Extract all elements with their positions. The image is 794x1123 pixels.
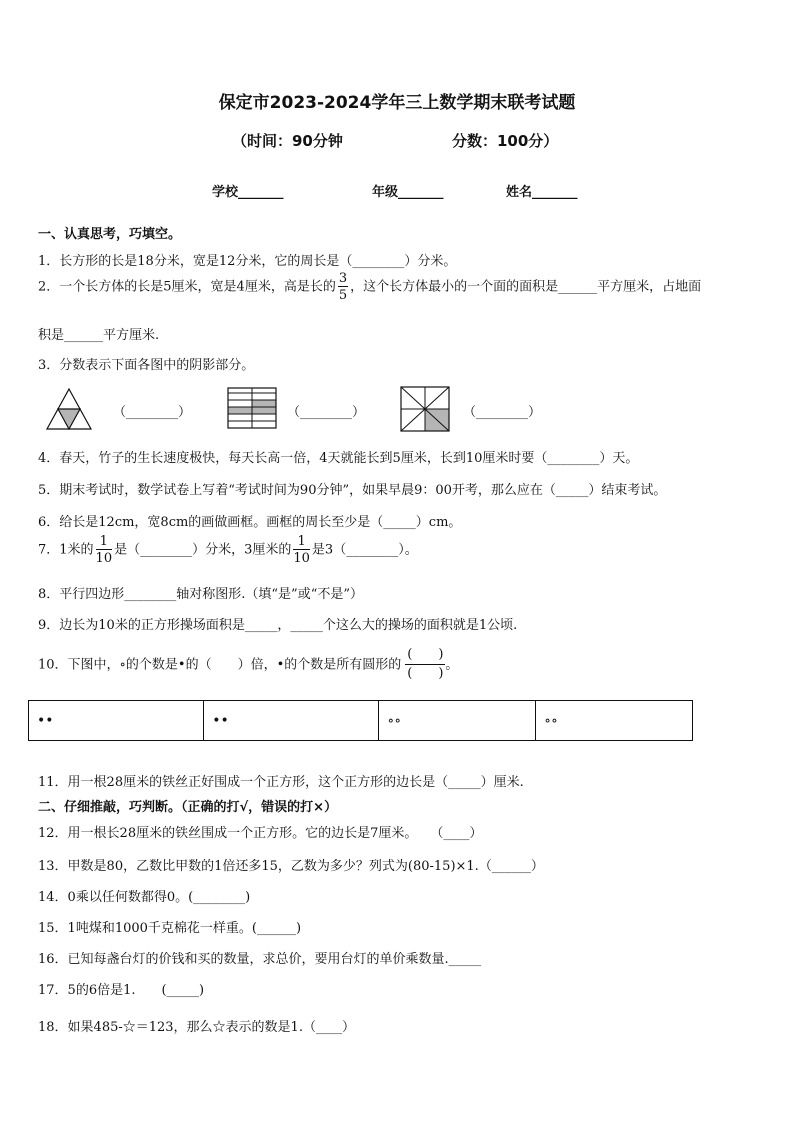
- fraction-denominator: 5: [338, 288, 348, 303]
- question-10-text-a: 10．下图中，∘的个数是•的（ ）倍，•的个数是所有圆形的: [38, 657, 402, 673]
- question-4: 4．春天，竹子的生长速度极快，每天长高一倍，4天就能长到5厘米，长到10厘米时要（________）天。: [38, 451, 639, 466]
- fraction-1-10: [293, 535, 310, 565]
- fraction-denominator: 10: [293, 551, 310, 566]
- question-8: 8．平行四边形________轴对称图形.（填“是”或“不是”）: [38, 587, 363, 602]
- question-2-continued: 积是______平方厘米.: [38, 328, 160, 343]
- question-2-text-a: 2．一个长方体的长是5厘米，宽是4厘米，高是长的: [38, 279, 336, 295]
- question-7: [38, 535, 418, 565]
- figure-2-blank: （________）: [287, 405, 366, 420]
- question-12: 12．用一根长28厘米的铁丝围成一个正方形。它的边长是7厘米。 （____）: [38, 826, 483, 841]
- question-10: [38, 648, 458, 682]
- grade-field: 年级_______: [372, 185, 444, 200]
- blank-denominator: ( ): [407, 666, 444, 682]
- blank-fraction: [405, 648, 445, 682]
- question-6: 6．给长是12cm，宽8cm的画做画框。画框的周长至少是（_____）cm。: [38, 515, 462, 530]
- question-1: 1．长方形的长是18分米，宽是12分米，它的周长是（________）分米。: [38, 254, 457, 269]
- question-13: 13．甲数是80，乙数比甲数的1倍还多15，乙数为多少？列式为(80-15)×1.（______）: [38, 859, 544, 874]
- triangle-figure: [45, 387, 93, 431]
- grid-shade-left: [228, 407, 252, 414]
- table-cell: ••: [29, 701, 204, 741]
- question-17: 17．5的6倍是1. (_____): [38, 983, 205, 998]
- question-2: [38, 272, 701, 302]
- figure-1-blank: （________）: [113, 405, 192, 420]
- question-11: 11．用一根28厘米的铁丝正好围成一个正方形，这个正方形的边长是（_____）厘米.: [38, 775, 524, 790]
- question-14: 14．0乘以任何数都得0。(________): [38, 890, 251, 905]
- fraction-numerator: 1: [96, 535, 113, 550]
- question-7-text-a: 7．1米的: [38, 542, 94, 558]
- fraction-3-5: [338, 272, 348, 302]
- dot-table: [28, 700, 693, 741]
- question-7-text-c: 是3（________）。: [311, 542, 418, 558]
- fraction-numerator: 1: [293, 535, 310, 550]
- question-2-text-b: ，这个长方体最小的一个面的面积是______平方厘米，占地面: [350, 279, 702, 295]
- fraction-1-10: [96, 535, 113, 565]
- fraction-denominator: 10: [95, 551, 113, 566]
- grid-figure: [226, 386, 278, 430]
- figure-3-blank: （________）: [463, 405, 542, 420]
- question-7-text-b: 是（________）分米，3厘米的: [114, 542, 292, 558]
- page-title: 保定市2023-2024学年三上数学期末联考试题: [218, 93, 576, 113]
- blank-numerator: ( ): [405, 648, 445, 665]
- square-figure: [399, 385, 451, 433]
- section-2-heading: 二、仔细推敲，巧判断。（正确的打√，错误的打×）: [38, 800, 338, 815]
- question-5: 5．期末考试时，数学试卷上写着“考试时间为90分钟”，如果早晨9：00开考，那么应在（_____）结束考试。: [38, 483, 667, 498]
- section-1-heading: 一、认真思考，巧填空。: [38, 227, 182, 242]
- question-10-text-b: 。: [445, 657, 459, 673]
- exam-score: 分数：100分）: [452, 132, 559, 150]
- table-cell: ••: [204, 701, 379, 741]
- question-9: 9．边长为10米的正方形操场面积是_____，_____个这么大的操场的面积就是1公顷.: [38, 618, 518, 633]
- exam-time: （时间：90分钟: [232, 132, 343, 150]
- question-16: 16．已知每盏台灯的价钱和买的数量，求总价，要用台灯的单价乘数量._____: [38, 952, 482, 967]
- question-18: 18．如果485-☆＝123，那么☆表示的数是1.（____）: [38, 1020, 355, 1035]
- name-field: 姓名_______: [506, 185, 578, 200]
- question-15: 15．1吨煤和1000千克棉花一样重。(______): [38, 921, 302, 936]
- fraction-numerator: 3: [338, 271, 348, 286]
- school-field: 学校_______: [212, 185, 284, 200]
- table-cell: ∘∘: [536, 701, 693, 741]
- question-3: 3．分数表示下面各图中的阴影部分。: [38, 358, 255, 373]
- table-cell: ∘∘: [379, 701, 536, 741]
- table-row: [29, 701, 693, 741]
